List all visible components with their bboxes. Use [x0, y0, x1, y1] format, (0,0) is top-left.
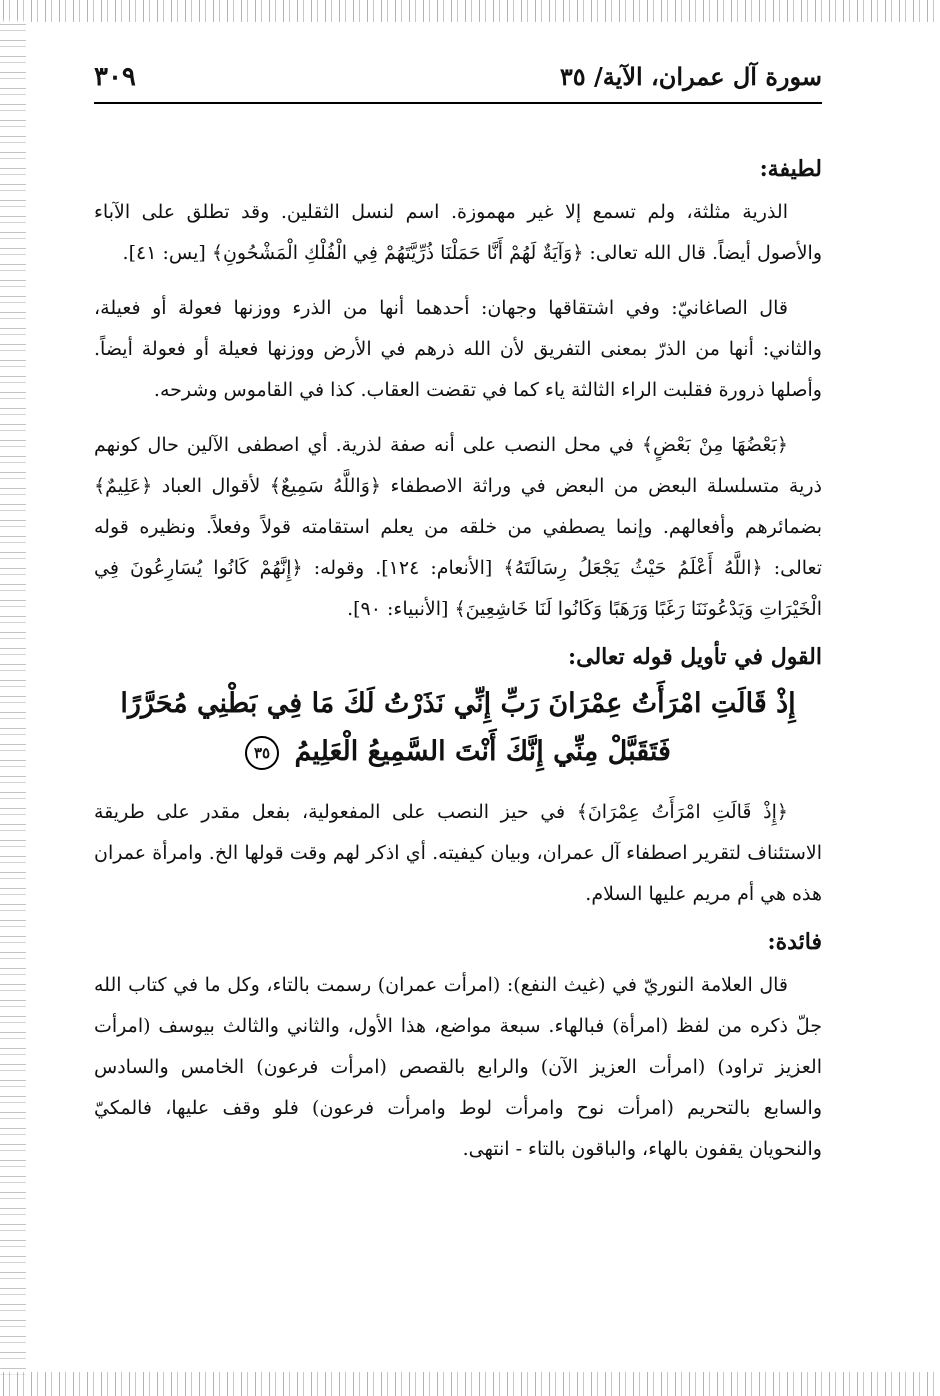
running-title: سورة آل عمران، الآية/ ٣٥	[559, 62, 822, 91]
decorative-border-left	[0, 20, 26, 1376]
paragraph: قال الصاغانيّ: وفي اشتقاقها وجهان: أحدهما أنها من الذرء ووزنها فعولة أو فعيلة، والثاني: أنها من الذرّ بمعنى التفريق لأن الله ذرهم في الأرض ووزنها فعيلة أو فعولة أيضاً. وأصلها ذرورة فقلبت الراء الثالثة ياء كما في تقضت العقاب. كذا في القاموس وشرحه.	[94, 297, 822, 401]
verse-text: إِذْ قَالَتِ امْرَأَتُ عِمْرَانَ رَبِّ إِنِّي نَذَرْتُ لَكَ مَا فِي بَطْنِي مُحَرَّرًا فَتَقَبَّلْ مِنِّي إِنَّكَ أَنْتَ السَّمِيعُ الْعَلِيمُ	[120, 688, 796, 767]
quran-verse	[94, 680, 822, 776]
paragraph: ﴿إِذْ قَالَتِ امْرَأَتُ عِمْرَانَ﴾ في حيز النصب على المفعولية، بفعل مقدر على طريقة الاستئناف لتقرير اصطفاء آل عمران، وبيان كيفيته. أي اذكر لهم وقت قولها الخ. وامرأة عمران هذه هي أم مريم عليها السلام.	[94, 801, 822, 905]
paragraph: ﴿بَعْضُهَا مِنْ بَعْضٍ﴾ في محل النصب على أنه صفة لذرية. أي اصطفى الآلين حال كونهم ذرية متسلسلة البعض من البعض في وراثة الاصطفاء ﴿وَاللَّهُ سَمِيعٌ﴾ لأقوال العباد ﴿عَلِيمٌ﴾ بضمائرهم وأفعالهم. وإنما يصطفي من خلقه من يعلم استقامته قولاً وفعلاً. ونظيره قوله تعالى: ﴿اللَّهُ أَعْلَمُ حَيْثُ يَجْعَلُ رِسَالَتَهُ﴾ [الأنعام: ١٢٤]. وقوله: ﴿إِنَّهُمْ كَانُوا يُسَارِعُونَ فِي الْخَيْرَاتِ وَيَدْعُونَنَا رَغَبًا وَرَهَبًا وَكَانُوا لَنَا خَاشِعِينَ﴾ [الأنبياء: ٩٠].	[94, 434, 822, 620]
heading-latifa: لطيفة:	[759, 156, 822, 182]
paragraph: قال العلامة النوريّ في (غيث النفع): (امرأت عمران) رسمت بالتاء، وكل ما في كتاب الله جلّ ذكره من لفظ (امرأة) فبالهاء. سبعة مواضع، هذا الأول، والثاني والثالث بيوسف (امرأت العزيز تراود) (امرأت العزيز الآن) والرابع بالقصص (امرأت فرعون) الخامس والسادس والسابع بالتحريم (امرأت نوح وامرأت لوط وامرأت فرعون) فلو وقف عليها، فالمكيّ والنحويان يقفون بالهاء، والباقون بالتاء - انتهى.	[94, 974, 822, 1160]
paragraph: الذرية مثلثة، ولم تسمع إلا غير مهموزة. اسم لنسل الثقلين. وقد تطلق على الآباء والأصول أيضاً. قال الله تعالى: ﴿وَآيَةٌ لَهُمْ أَنَّا حَمَلْنَا ذُرِّيَّتَهُمْ فِي الْفُلْكِ الْمَشْحُونِ﴾ [يس: ٤١].	[94, 201, 822, 264]
page-number: ٣٠٩	[94, 62, 136, 92]
book-page	[94, 62, 822, 1184]
decorative-border-bottom	[0, 1372, 940, 1396]
heading-faida: فائدة:	[767, 929, 822, 955]
heading-tawil: القول في تأويل قوله تعالى:	[568, 644, 822, 670]
ayah-number-marker: ٣٥	[245, 736, 279, 770]
decorative-border-top	[0, 0, 940, 22]
running-header	[94, 62, 822, 104]
